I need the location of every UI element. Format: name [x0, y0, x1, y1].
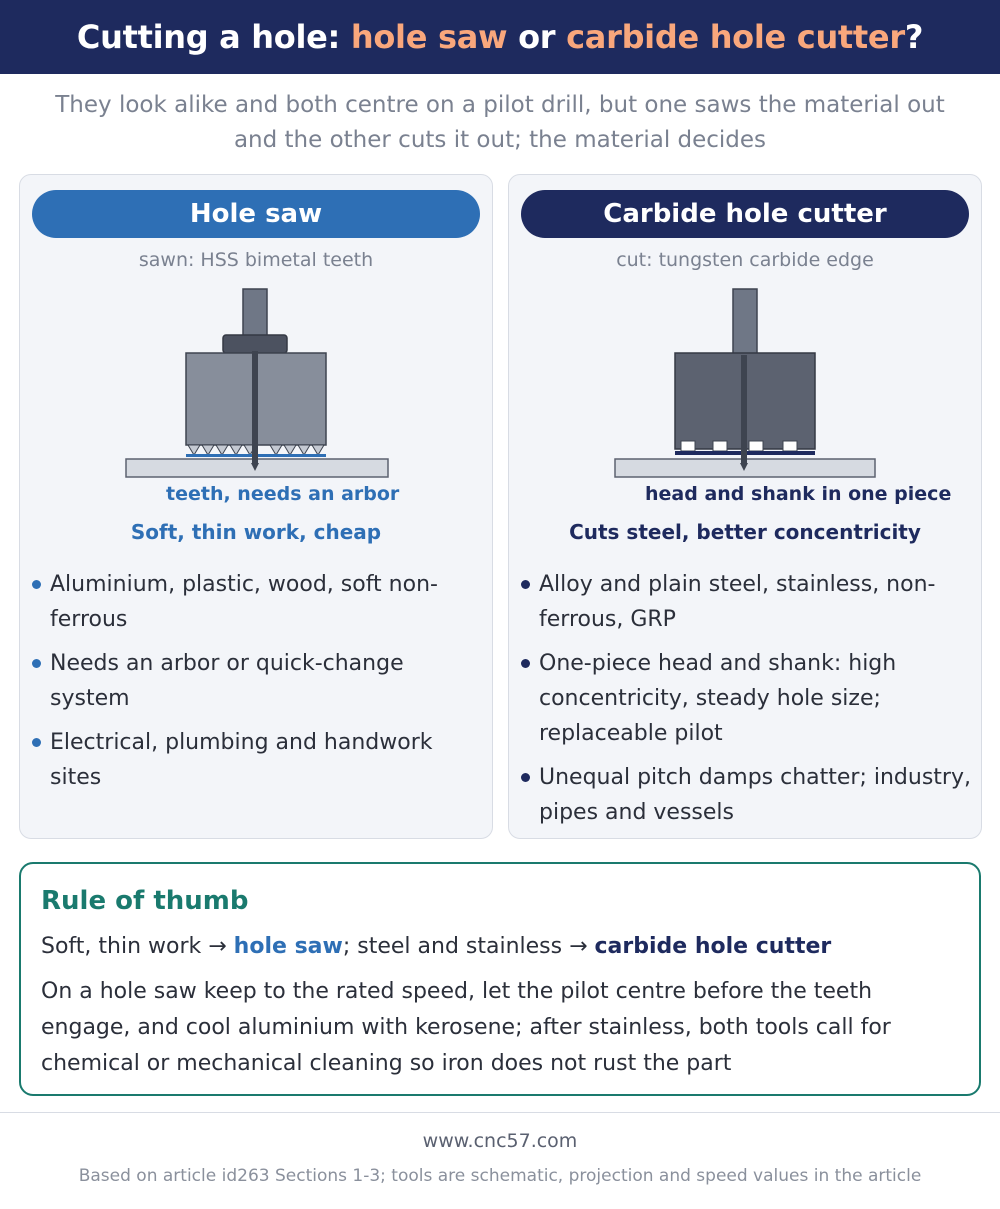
hole-saw-panel: [19, 174, 493, 839]
title-suffix: ?: [904, 18, 924, 56]
carbide-verdict: Cuts steel, better concentricity: [569, 520, 921, 544]
bullet-text: Needs an arbor or quick-change system: [50, 651, 404, 711]
hole-saw-title: Hole saw: [32, 190, 480, 238]
bullet-text: Alloy and plain steel, stainless, non-ferrous, GRP: [539, 572, 936, 632]
hole-saw-verdict: Soft, thin work, cheap: [130, 520, 382, 544]
hole-saw-shank: [243, 289, 267, 337]
carbide-caption: head and shank in one piece: [645, 483, 952, 505]
carbide-panel: [508, 174, 982, 839]
hole-saw-icon: [20, 283, 492, 483]
carbide-material: cut: tungsten carbide edge: [616, 249, 874, 271]
hole-saw-caption: teeth, needs an arbor: [166, 483, 400, 505]
rule-of-thumb-box: [19, 862, 981, 1096]
bullet-text: Electrical, plumbing and handwork sites: [50, 730, 433, 790]
rule-title: Rule of thumb: [41, 886, 249, 916]
hole-saw-bullets: [32, 567, 482, 804]
rule-summary-c: ; steel and stainless →: [342, 934, 595, 959]
bullet-dot: [521, 773, 530, 782]
list-item: [32, 646, 482, 716]
carbide-cutter-icon: [509, 283, 981, 483]
list-item: [521, 567, 971, 637]
bullet-text: One-piece head and shank: high concentricity, steady hole size; replaceable pilot: [539, 651, 897, 746]
title-prefix: Cutting a hole:: [76, 18, 351, 56]
rule-summary-hole-saw: hole saw: [233, 934, 343, 959]
bullet-text: Aluminium, plastic, wood, soft non-ferrous: [50, 572, 438, 632]
hole-saw-material: sawn: HSS bimetal teeth: [138, 249, 374, 271]
bullet-dot: [521, 580, 530, 589]
footer-note: Based on article id263 Sections 1-3; tools are schematic, projection and speed values in the article: [78, 1166, 922, 1186]
list-item: [521, 760, 971, 830]
bullet-dot: [32, 580, 41, 589]
hole-saw-pilot: [252, 351, 258, 463]
title-term-carbide: carbide hole cutter: [566, 18, 905, 56]
bullet-dot: [32, 738, 41, 747]
page-title: [77, 18, 923, 56]
carbide-title: Carbide hole cutter: [521, 190, 969, 238]
hole-saw-arbor: [223, 335, 287, 353]
bullet-text: Unequal pitch damps chatter; industry, pipes and vessels: [539, 765, 971, 825]
rule-summary: [41, 930, 831, 964]
footer-divider: [0, 1112, 1000, 1113]
bullet-dot: [521, 659, 530, 668]
bullet-dot: [32, 659, 41, 668]
carbide-bullets: [521, 567, 971, 839]
rule-summary-carbide: carbide hole cutter: [594, 934, 832, 959]
carbide-pilot: [741, 355, 747, 463]
rule-summary-a: Soft, thin work →: [41, 934, 234, 959]
subtitle: They look alike and both centre on a pilot drill, but one saws the material out and the other cuts it out; the material decides: [55, 92, 945, 153]
list-item: [521, 646, 971, 751]
list-item: [32, 725, 482, 795]
carbide-shank: [733, 289, 757, 355]
footer-site: www.cnc57.com: [422, 1130, 578, 1152]
rule-body: On a hole saw keep to the rated speed, let the pilot centre before the teeth engage, and cool aluminium with kerosene; after stainless, both tools call for chemical or mechanical cleaning so iron does not rust the part: [41, 979, 891, 1076]
list-item: [32, 567, 482, 637]
header-banner: [0, 0, 1000, 74]
title-term-hole-saw: hole saw: [350, 18, 508, 56]
title-mid: or: [507, 18, 567, 56]
